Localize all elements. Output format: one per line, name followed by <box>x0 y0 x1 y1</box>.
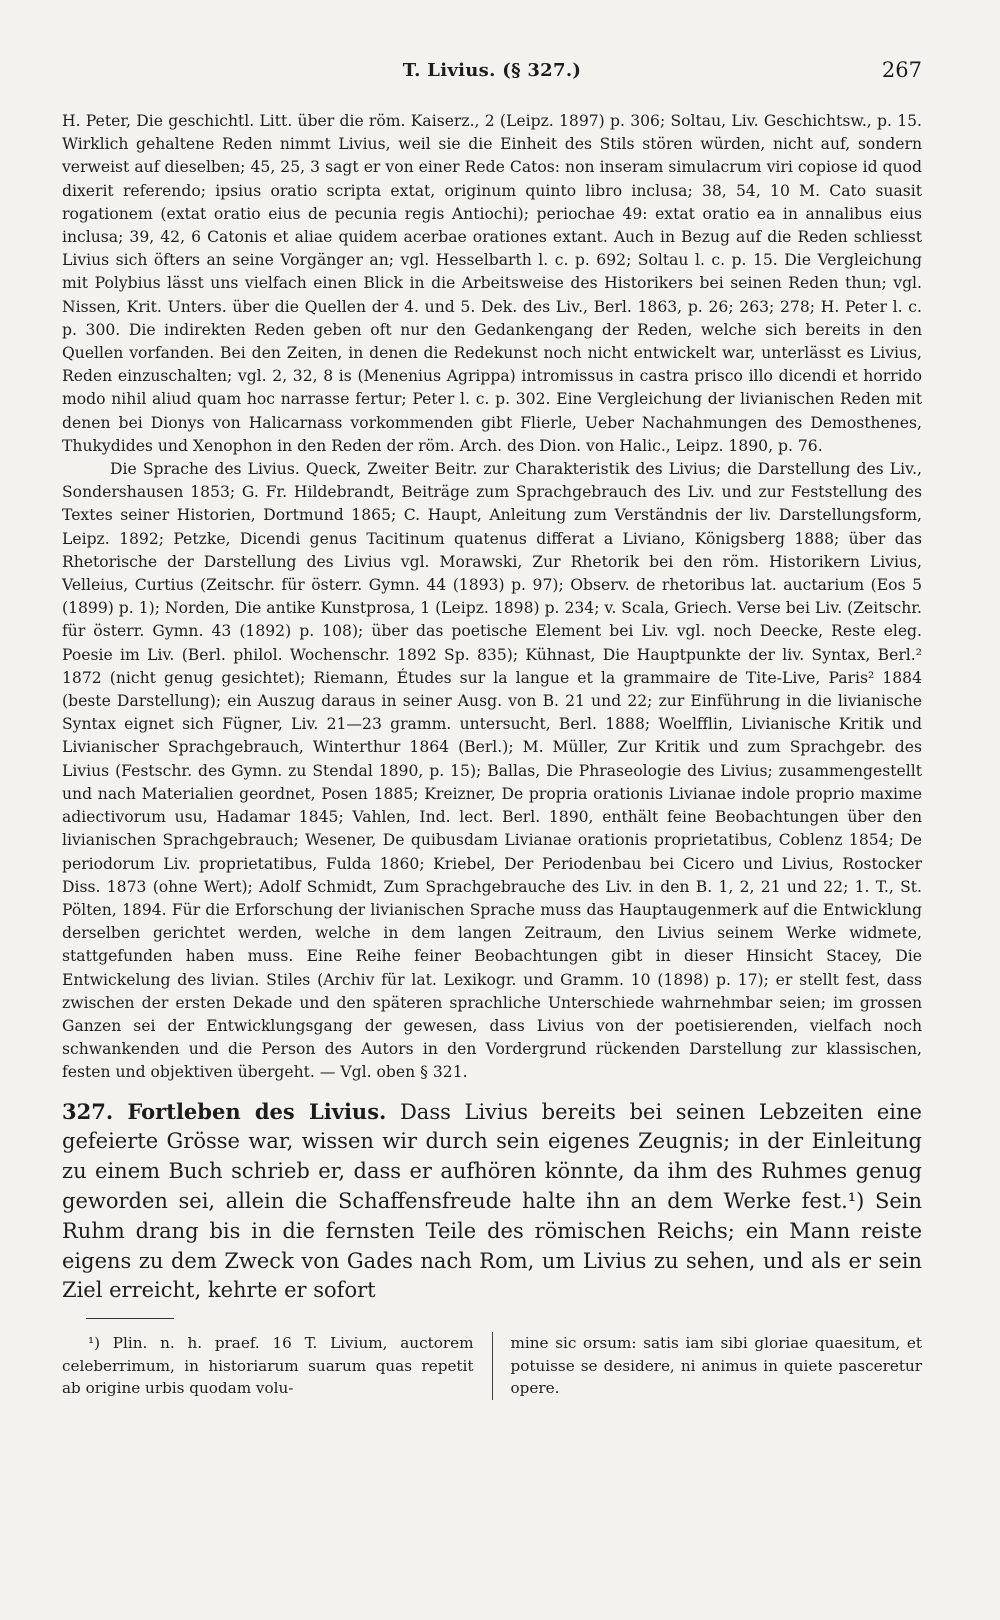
small-print-notes <box>62 110 922 1085</box>
running-title: T. Livius. (§ 327.) <box>402 60 582 81</box>
footnote-1: ¹) Plin. n. h. praef. 16 T. Livium, auctorem celeberrimum, in historiarum suarum quas repetit ab origine urbis quodam volu- <box>62 1334 474 1398</box>
footnote-column-right <box>493 1332 923 1400</box>
page-number: 267 <box>881 58 922 82</box>
section-heading: 327. Fortleben des Livius. <box>62 1098 387 1124</box>
footnotes <box>62 1332 922 1400</box>
footnote-1-continued: mine sic orsum: satis iam sibi gloriae quaesitum, et potuisse se desidere, ni animus in quiete pasceretur opere. <box>510 1334 922 1398</box>
note-paragraph-reden: H. Peter, Die geschichtl. Litt. über die röm. Kaiserz., 2 (Leipz. 1897) p. 306; Soltau, Liv. Geschichtsw., p. 15. Wirklich gehaltene Reden nimmt Livius, weil sie die Einheit des Stils stören würden, nicht auf, sondern verweist auf dieselben; 45, 25, 3 sagt er von einer Rede Catos: non inseram simulacrum viri copiose id quod dixerit referendo; ipsius oratio scripta extat, originum quinto libro inclusa; 38, 54, 10 M. Cato suasit rogationem (extat oratio eius de pecunia regis Antiochi); periochae 49: extat oratio ea in annalibus eius inclusa; 39, 42, 6 Catonis et aliae quidem acerbae orationes extant. Auch in Bezug auf die Reden schliesst Livius sich öfters an seine Vorgänger an; vgl. Hesselbarth l. c. p. 692; Soltau l. c. p. 15. Die Vergleichung mit Polybius lässt uns vielfach einen Blick in die Arbeitsweise des Historikers bei seinen Reden thun; vgl. Nissen, Krit. Unters. über die Quellen der 4. und 5. Dek. des Liv., Berl. 1863, p. 26; 263; 278; H. Peter l. c. p. 300. Die indirekten Reden geben oft nur den Gedankengang der Reden, welche sich bereits in den Quellen vorfanden. Bei den Zeiten, in denen die Redekunst noch nicht entwickelt war, unterlässt es Livius, Reden einzuschalten; vgl. 2, 32, 8 is (Menenius Agrippa) intromissus in castra prisco illo dicendi et horrido modo nihil aliud quam hoc narrasse fertur; Peter l. c. p. 302. Eine Vergleichung der livianischen Reden mit denen bei Dionys von Halicarnass vorkommenden gibt Flierle, Ueber Nachahmungen des Demosthenes, Thukydides und Xenophon in den Reden der röm. Arch. des Dion. von Halic., Leipz. 1890, p. 76. <box>62 112 922 455</box>
section-text: Dass Livius bereits bei seinen Lebzeiten eine gefeierte Grösse war, wissen wir durch sein eigenes Zeugnis; in der Einleitung zu einem Buch schrieb er, dass er aufhören könnte, da ihm des Ruhmes genug geworden sei, allein die Schaffensfreude halte ihn an dem Werke fest.¹) Sein Ruhm drang bis in die fernsten Teile des römischen Reichs; ein Mann reiste eigens zu dem Zweck von Gades nach Rom, um Livius zu sehen, und als er sein Ziel erreicht, kehrte er sofort <box>62 1099 922 1303</box>
footnote-column-left <box>62 1332 493 1400</box>
footnote-rule <box>86 1318 174 1320</box>
running-header <box>62 58 922 92</box>
section-327 <box>62 1097 922 1307</box>
note-paragraph-sprache: Die Sprache des Livius. Queck, Zweiter Beitr. zur Charakteristik des Livius; die Darstellung des Liv., Sondershausen 1853; G. Fr. Hildebrandt, Beiträge zum Sprachgebrauch des Liv. und zur Feststellung des Textes seiner Historien, Dortmund 1865; C. Haupt, Anleitung zum Verständnis der liv. Darstellungsform, Leipz. 1892; Petzke, Dicendi genus Tacitinum quatenus differat a Liviano, Königsberg 1888; über das Rhetorische der Darstellung des Livius vgl. Morawski, Zur Rhetorik bei den röm. Historikern Livius, Velleius, Curtius (Zeitschr. für österr. Gymn. 44 (1893) p. 97); Observ. de rhetoribus lat. auctarium (Eos 5 (1899) p. 1); Norden, Die antike Kunstprosa, 1 (Leipz. 1898) p. 234; v. Scala, Griech. Verse bei Liv. (Zeitschr. für österr. Gymn. 43 (1892) p. 108); über das poetische Element bei Liv. vgl. noch Deecke, Reste eleg. Poesie im Liv. (Berl. philol. Wochenschr. 1892 Sp. 835); Kühnast, Die Hauptpunkte der liv. Syntax, Berl.² 1872 (nicht genug gesichtet); Riemann, Études sur la langue et la grammaire de Tite-Live, Paris² 1884 (beste Darstellung); ein Auszug daraus in seiner Ausg. von B. 21 und 22; zur Einführung in die livianische Syntax eignet sich Fügner, Liv. 21—23 gramm. untersucht, Berl. 1888; Woelfflin, Livianische Kritik und Livianischer Sprachgebrauch, Winterthur 1864 (Berl.); M. Müller, Zur Kritik und zum Sprachgebr. des Livius (Festschr. des Gymn. zu Stendal 1890, p. 15); Ballas, Die Phraseologie des Livius; zusammengestellt und nach Materialien geordnet, Posen 1885; Kreizner, De propria orationis Livianae indole proprio maxime adiectivorum usu, Hadamar 1845; Vahlen, Ind. lect. Berl. 1890, enthält feine Beobachtungen über den livianischen Sprachgebrauch; Wesener, De quibusdam Livianae orationis proprietatibus, Coblenz 1854; De periodorum Liv. proprietatibus, Fulda 1860; Kriebel, Der Periodenbau bei Cicero und Livius, Rostocker Diss. 1873 (ohne Wert); Adolf Schmidt, Zum Sprachgebrauche des Liv. in den B. 1, 2, 21 und 22; 1. T., St. Pölten, 1894. Für die Erforschung der livianischen Sprache muss das Hauptaugenmerk auf die Entwicklung derselben gerichtet werden, welche in dem langen Zeitraum, den Livius seinem Werke widmete, stattgefunden haben muss. Eine Reihe feiner Beobachtungen gibt in dieser Hinsicht Stacey, Die Entwickelung des livian. Stiles (Archiv für lat. Lexikogr. und Gramm. 10 (1898) p. 17); er stellt fest, dass zwischen der ersten Dekade und den späteren sprachliche Unterschiede wahrnehmbar seien; im grossen Ganzen sei der Entwicklungsgang der gewesen, dass Livius von der poetisierenden, vielfach noch schwankenden und die Person des Autors in den Vordergrund rückenden Darstellung zur klassischen, festen und objektiven übergeht. — Vgl. oben § 321. <box>62 460 922 1082</box>
